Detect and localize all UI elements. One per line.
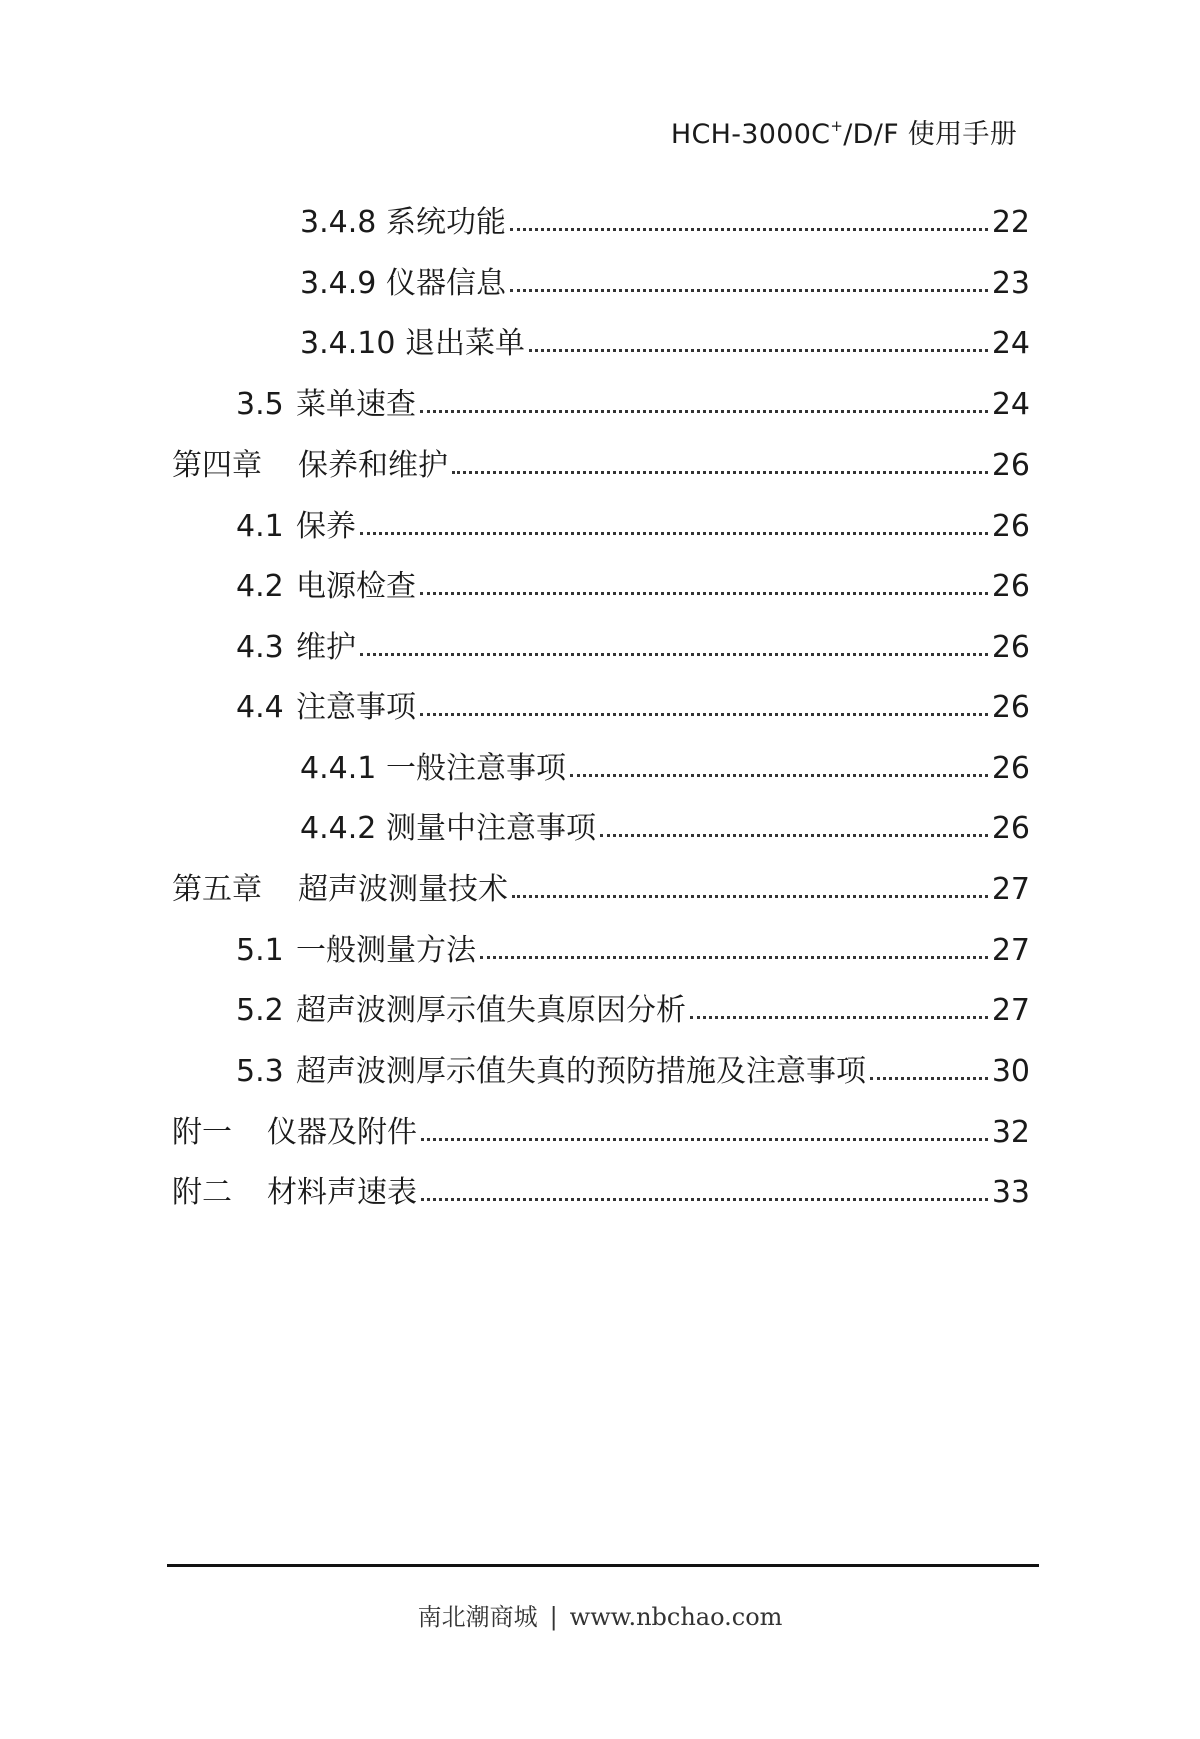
footer-separator: | (549, 1603, 558, 1631)
toc-entry-number: 3.5 (236, 387, 284, 422)
toc-dot-leader (420, 592, 988, 595)
toc-entry-title: 退出菜单 (405, 326, 525, 361)
toc-entry-3-4-8[interactable] (300, 178, 1030, 238)
toc-dot-leader (360, 653, 988, 656)
toc-entry-number: 4.3 (236, 630, 284, 665)
toc-entry-3-4-10[interactable] (300, 299, 1030, 359)
header-model-suffix: /D/F 使用手册 (843, 119, 1017, 150)
toc-entry-number: 第四章 (172, 448, 262, 483)
toc-entry-title: 仪器及附件 (267, 1115, 417, 1150)
toc-entry-page: 30 (991, 1054, 1030, 1089)
toc-entry-page: 26 (991, 751, 1030, 786)
toc-entry-appendix-1[interactable] (172, 1088, 1030, 1148)
footer-divider (167, 1564, 1039, 1567)
toc-dot-leader (870, 1077, 988, 1080)
toc-entry-number: 3.4.9 (300, 266, 377, 301)
toc-dot-leader (421, 1138, 988, 1141)
toc-entry-number: 附二 (172, 1175, 232, 1210)
header-model-superscript: + (830, 117, 844, 135)
toc-dot-leader (690, 1016, 988, 1019)
toc-entry-page: 22 (991, 205, 1030, 240)
toc-dot-leader (360, 532, 988, 535)
toc-entry-page: 27 (991, 933, 1030, 968)
toc-entry-title: 超声波测量技术 (298, 872, 508, 907)
toc-entry-5-1[interactable] (236, 906, 1030, 966)
toc-entry-page: 26 (991, 448, 1030, 483)
toc-entry-page: 33 (991, 1175, 1030, 1210)
toc-entry-chapter-4[interactable] (172, 421, 1030, 481)
toc-entry-title: 保养和维护 (298, 448, 448, 483)
toc-entry-page: 26 (991, 509, 1030, 544)
toc-dot-leader (452, 471, 988, 474)
toc-entry-title: 超声波测厚示值失真的预防措施及注意事项 (296, 1054, 866, 1089)
toc-entry-chapter-5[interactable] (172, 845, 1030, 905)
toc-entry-page: 27 (991, 872, 1030, 907)
toc-entry-title: 超声波测厚示值失真原因分析 (296, 993, 686, 1028)
toc-dot-leader (480, 956, 988, 959)
toc-entry-3-4-9[interactable] (300, 239, 1030, 299)
toc-dot-leader (529, 349, 988, 352)
toc-entry-number: 附一 (172, 1115, 232, 1150)
toc-entry-appendix-2[interactable] (172, 1148, 1030, 1208)
footer-url-link[interactable]: www.nbchao.com (569, 1603, 783, 1631)
toc-entry-number: 4.1 (236, 509, 284, 544)
toc-entry-title: 电源检查 (296, 569, 416, 604)
toc-entry-page: 26 (991, 569, 1030, 604)
toc-entry-4-3[interactable] (236, 603, 1030, 663)
toc-dot-leader (600, 834, 988, 837)
toc-entry-page: 26 (991, 630, 1030, 665)
toc-dot-leader (420, 410, 988, 413)
toc-entry-page: 24 (991, 387, 1030, 422)
footer-site-name: 南北潮商城 (417, 1603, 538, 1631)
toc-entry-number: 5.2 (236, 993, 284, 1028)
toc-entry-page: 24 (991, 326, 1030, 361)
toc-entry-title: 菜单速查 (296, 387, 416, 422)
toc-entry-title: 一般注意事项 (386, 751, 566, 786)
toc-entry-page: 23 (991, 266, 1030, 301)
toc-dot-leader (421, 1198, 988, 1201)
toc-dot-leader (570, 774, 988, 777)
toc-dot-leader (420, 713, 988, 716)
toc-entry-number: 4.4.1 (300, 751, 377, 786)
toc-entry-number: 5.1 (236, 933, 284, 968)
toc-entry-number: 3.4.8 (300, 205, 377, 240)
toc-entry-4-4[interactable] (236, 663, 1030, 723)
toc-entry-3-5[interactable] (236, 360, 1030, 420)
toc-entry-4-2[interactable] (236, 542, 1030, 602)
header-model-prefix: HCH-3000C (670, 119, 831, 150)
toc-entry-page: 26 (991, 811, 1030, 846)
toc-entry-title: 注意事项 (296, 690, 416, 725)
toc-entry-number: 第五章 (172, 872, 262, 907)
page-header (671, 112, 1017, 151)
toc-entry-title: 仪器信息 (386, 266, 506, 301)
toc-entry-number: 5.3 (236, 1054, 284, 1089)
toc-entry-number: 4.4.2 (300, 811, 377, 846)
toc-entry-4-1[interactable] (236, 482, 1030, 542)
toc-entry-4-4-2[interactable] (300, 784, 1030, 844)
toc-entry-title: 保养 (296, 509, 356, 544)
toc-entry-page: 32 (991, 1115, 1030, 1150)
toc-entry-5-3[interactable] (236, 1027, 1030, 1087)
toc-entry-page: 27 (991, 993, 1030, 1028)
toc-entry-title: 维护 (296, 630, 356, 665)
toc-entry-title: 测量中注意事项 (386, 811, 596, 846)
toc-dot-leader (510, 228, 988, 231)
toc-entry-title: 材料声速表 (267, 1175, 417, 1210)
toc-entry-5-2[interactable] (236, 966, 1030, 1026)
page-footer (0, 1597, 1200, 1632)
toc-dot-leader (512, 895, 988, 898)
toc-entry-number: 3.4.10 (300, 326, 396, 361)
toc-entry-page: 26 (991, 690, 1030, 725)
toc-dot-leader (510, 289, 988, 292)
toc-entry-number: 4.4 (236, 690, 284, 725)
toc-entry-title: 系统功能 (386, 205, 506, 240)
toc-entry-4-4-1[interactable] (300, 724, 1030, 784)
toc-entry-number: 4.2 (236, 569, 284, 604)
toc-entry-title: 一般测量方法 (296, 933, 476, 968)
